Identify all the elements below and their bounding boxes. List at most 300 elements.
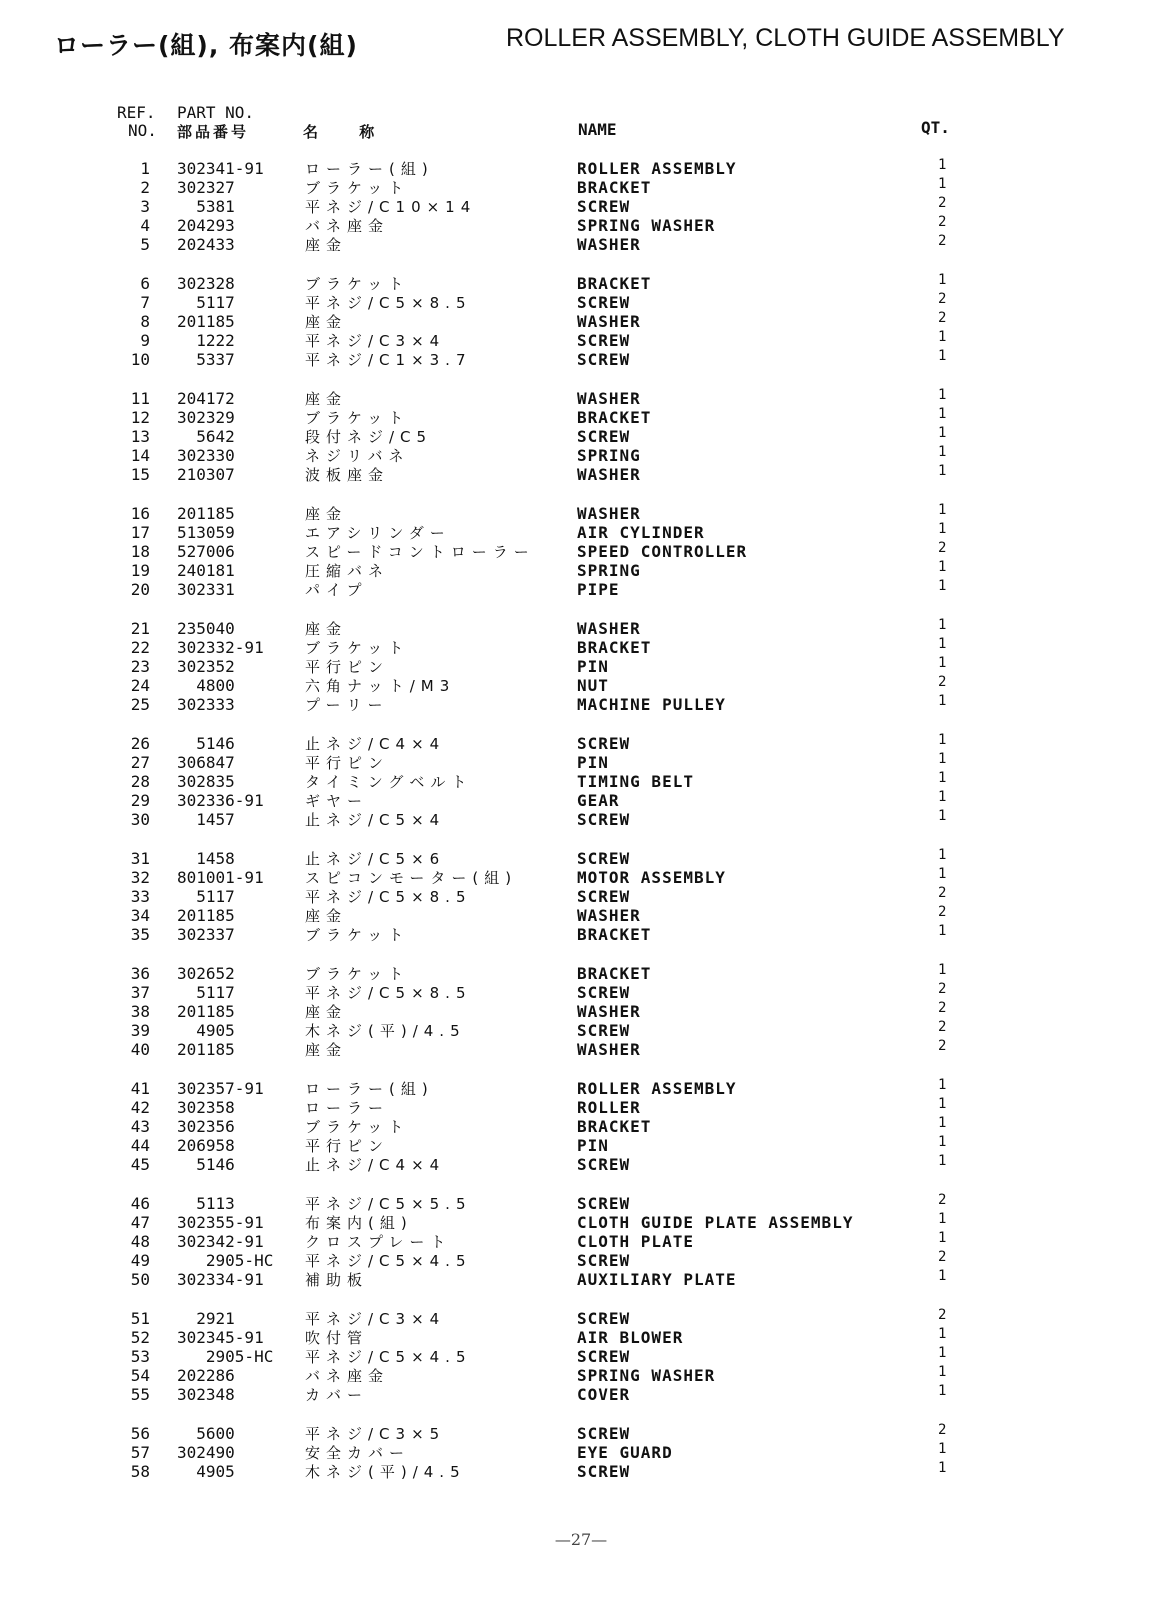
ref-number: 13	[130, 427, 150, 447]
ref-number: 39	[130, 1021, 150, 1041]
part-name: BRACKET	[577, 408, 652, 428]
quantity: 2	[938, 1000, 947, 1017]
part-name: WASHER	[577, 312, 641, 332]
part-number: 201185	[177, 504, 235, 523]
part-name: ROLLER ASSEMBLY	[577, 1079, 737, 1098]
table-row	[0, 964, 1162, 984]
part-number: 1458	[177, 849, 235, 868]
ref-number: 24	[130, 676, 150, 696]
part-name-jp: 布案内(組)	[305, 1214, 413, 1233]
quantity: 2	[938, 885, 947, 902]
ref-number: 23	[130, 657, 150, 677]
part-name: AIR BLOWER	[577, 1328, 684, 1348]
header-qty: QT.	[921, 118, 950, 137]
part-name-jp: ローラー	[305, 1099, 390, 1118]
part-name-jp: 平行ピン	[305, 754, 390, 773]
quantity: 1	[938, 1115, 947, 1132]
table-row	[0, 791, 1162, 811]
part-name-jp: ギヤー	[305, 792, 369, 811]
ref-number: 32	[130, 868, 150, 888]
part-name: SCREW	[577, 293, 631, 313]
part-name-jp: 木ネジ(平)/4.5	[305, 1022, 466, 1041]
part-name: SCREW	[577, 1194, 631, 1213]
ref-number: 58	[130, 1462, 150, 1482]
part-number: 2905-HC	[177, 1251, 274, 1271]
part-name: SCREW	[577, 810, 631, 830]
part-name: PIPE	[577, 580, 620, 600]
table-row	[0, 216, 1162, 236]
part-name-jp: 座金	[305, 390, 348, 408]
quantity: 2	[938, 1038, 947, 1055]
ref-number: 12	[130, 408, 150, 428]
quantity: 1	[938, 387, 947, 403]
quantity: 2	[938, 233, 947, 250]
part-name-jp: 座金	[305, 1041, 348, 1060]
ref-number: 7	[140, 293, 150, 313]
quantity: 1	[938, 770, 947, 787]
part-name-jp: クロスプレート	[305, 1233, 452, 1252]
part-name: SCREW	[577, 350, 631, 370]
quantity: 1	[938, 866, 947, 883]
quantity: 2	[938, 214, 947, 231]
part-name: BRACKET	[577, 178, 652, 198]
part-name: SCREW	[577, 1462, 631, 1482]
table-row	[0, 734, 1162, 754]
part-name: AIR CYLINDER	[577, 523, 705, 543]
quantity: 1	[938, 1230, 947, 1247]
part-name-jp: 波板座金	[305, 466, 390, 485]
part-name: SCREW	[577, 1155, 631, 1175]
ref-number: 55	[130, 1385, 150, 1405]
ref-number: 45	[130, 1155, 150, 1175]
part-name: COVER	[577, 1385, 631, 1405]
quantity: 1	[938, 329, 947, 346]
table-row	[0, 925, 1162, 945]
table-row	[0, 657, 1162, 677]
table-row	[0, 1385, 1162, 1405]
quantity: 1	[938, 1268, 947, 1285]
ref-number: 10	[130, 350, 150, 370]
ref-number: 44	[130, 1136, 150, 1156]
quantity: 1	[938, 655, 947, 672]
quantity: 1	[938, 157, 947, 173]
part-name-jp: ブラケット	[305, 1118, 410, 1137]
ref-number: 41	[130, 1079, 150, 1098]
part-name-jp: ローラー(組)	[305, 1080, 434, 1098]
quantity: 1	[938, 1383, 947, 1400]
quantity: 1	[938, 1364, 947, 1381]
part-name-jp: 止ネジ/C5×6	[305, 850, 446, 868]
ref-number: 33	[130, 887, 150, 907]
part-name: SCREW	[577, 1021, 631, 1041]
quantity: 1	[938, 1077, 947, 1093]
part-name-jp: 平ネジ/C5×8.5	[305, 888, 472, 907]
quantity: 1	[938, 521, 947, 538]
quantity: 1	[938, 348, 947, 365]
part-number: 235040	[177, 619, 235, 638]
table-row	[0, 312, 1162, 332]
ref-number: 43	[130, 1117, 150, 1137]
part-number: 302329	[177, 408, 235, 428]
part-name: MOTOR ASSEMBLY	[577, 868, 726, 888]
ref-number: 9	[140, 331, 150, 351]
ref-number: 16	[130, 504, 150, 523]
quantity: 1	[938, 444, 947, 461]
part-number: 302334-91	[177, 1270, 264, 1290]
part-number: 5117	[177, 983, 235, 1003]
part-name-jp: 六角ナット/M3	[305, 677, 456, 696]
part-name-jp: 安全カバー	[305, 1444, 411, 1463]
quantity: 1	[938, 463, 947, 480]
quantity: 1	[938, 1153, 947, 1170]
header-part-no: PART NO.	[177, 103, 255, 122]
part-name: TIMING BELT	[577, 772, 694, 792]
table-row	[0, 197, 1162, 217]
part-number: 302348	[177, 1385, 235, 1405]
part-name-jp: エアシリンダー	[305, 524, 451, 543]
ref-number: 47	[130, 1213, 150, 1233]
header-name: NAME	[578, 120, 617, 139]
part-name-jp: タイミングベルト	[305, 773, 473, 792]
part-number: 5113	[177, 1194, 235, 1213]
ref-number: 54	[130, 1366, 150, 1386]
part-number: 302332-91	[177, 638, 264, 658]
part-number: 201185	[177, 906, 235, 926]
part-name-jp: プーリー	[305, 696, 389, 715]
part-name-jp: ブラケット	[305, 409, 410, 428]
quantity: 1	[938, 272, 947, 288]
part-number: 202433	[177, 235, 235, 255]
part-name: WASHER	[577, 465, 641, 485]
part-name-jp: 座金	[305, 620, 348, 638]
part-number: 201185	[177, 1002, 235, 1022]
ref-number: 34	[130, 906, 150, 926]
part-name: BRACKET	[577, 1117, 652, 1137]
part-name-jp: 木ネジ(平)/4.5	[305, 1463, 466, 1482]
part-name-jp: 平ネジ/C5×4.5	[305, 1252, 472, 1271]
quantity: 1	[938, 1326, 947, 1343]
quantity: 2	[938, 1019, 947, 1036]
part-number: 2905-HC	[177, 1347, 274, 1367]
quantity: 1	[938, 1345, 947, 1362]
quantity: 1	[938, 847, 947, 863]
ref-number: 3	[140, 197, 150, 217]
part-name-jp: スピコンモーター(組)	[305, 869, 518, 888]
quantity: 1	[938, 1134, 947, 1151]
part-name-jp: 止ネジ/C4×4	[305, 1156, 446, 1175]
part-number: 210307	[177, 465, 235, 485]
ref-number: 52	[130, 1328, 150, 1348]
quantity: 2	[938, 291, 947, 308]
part-name-jp: 圧縮バネ	[305, 562, 390, 581]
table-row	[0, 235, 1162, 255]
part-number: 5117	[177, 887, 235, 907]
part-name-jp: 平ネジ/C5×8.5	[305, 294, 472, 313]
part-name: CLOTH PLATE	[577, 1232, 694, 1252]
table-row	[0, 676, 1162, 696]
quantity: 1	[938, 751, 947, 768]
part-name-jp: バネ座金	[305, 1367, 390, 1386]
table-row	[0, 868, 1162, 888]
table-row	[0, 408, 1162, 428]
table-row	[0, 1328, 1162, 1348]
part-name-jp: ブラケット	[305, 179, 410, 198]
table-row	[0, 350, 1162, 370]
quantity: 1	[938, 808, 947, 825]
part-name: SPEED CONTROLLER	[577, 542, 748, 562]
quantity: 2	[938, 904, 947, 921]
part-number: 302327	[177, 178, 235, 198]
table-row	[0, 1251, 1162, 1271]
table-row	[0, 523, 1162, 543]
table-row	[0, 810, 1162, 830]
quantity: 1	[938, 578, 947, 595]
part-name: SCREW	[577, 734, 631, 753]
part-name: AUXILIARY PLATE	[577, 1270, 737, 1290]
part-name: NUT	[577, 676, 609, 696]
part-number: 240181	[177, 561, 235, 581]
table-row	[0, 1002, 1162, 1022]
table-row	[0, 1347, 1162, 1367]
table-row	[0, 1079, 1162, 1099]
part-name-jp: 平ネジ/C5×8.5	[305, 984, 472, 1003]
part-name-jp: 平ネジ/C5×5.5	[305, 1195, 472, 1213]
ref-number: 29	[130, 791, 150, 811]
quantity: 2	[938, 1249, 947, 1266]
ref-number: 5	[140, 235, 150, 255]
quantity: 1	[938, 617, 947, 633]
ref-number: 26	[130, 734, 150, 753]
part-name-jp: 平ネジ/C1×3.7	[305, 351, 472, 370]
page-number: —27—	[554, 1530, 608, 1549]
part-number: 302345-91	[177, 1328, 264, 1348]
part-name-jp: カバー	[305, 1386, 369, 1405]
part-name-jp: 止ネジ/C4×4	[305, 735, 446, 753]
part-name: CLOTH GUIDE PLATE ASSEMBLY	[577, 1213, 854, 1233]
ref-number: 8	[140, 312, 150, 332]
part-number: 302328	[177, 274, 235, 293]
part-number: 302337	[177, 925, 235, 945]
table-row	[0, 504, 1162, 524]
quantity: 2	[938, 1422, 947, 1438]
part-name-jp: スピードコントローラー	[305, 543, 535, 562]
part-name-jp: ブラケット	[305, 965, 410, 983]
part-number: 302333	[177, 695, 235, 715]
table-row	[0, 1443, 1162, 1463]
part-name-jp: 座金	[305, 313, 348, 332]
table-row	[0, 1270, 1162, 1290]
part-name: WASHER	[577, 1002, 641, 1022]
table-row	[0, 983, 1162, 1003]
part-name-jp: バネ座金	[305, 217, 390, 236]
part-number: 202286	[177, 1366, 235, 1386]
quantity: 2	[938, 1307, 947, 1323]
part-number: 801001-91	[177, 868, 264, 888]
header-part-no-jp: 部品番号	[177, 123, 250, 141]
ref-number: 40	[130, 1040, 150, 1060]
part-name-jp: 平ネジ/C5×4.5	[305, 1348, 472, 1367]
table-row	[0, 293, 1162, 313]
table-row	[0, 1155, 1162, 1175]
part-name: SPRING	[577, 446, 641, 466]
table-row	[0, 1213, 1162, 1233]
table-row	[0, 580, 1162, 600]
part-name: SCREW	[577, 197, 631, 217]
part-name: SPRING	[577, 561, 641, 581]
ref-number: 38	[130, 1002, 150, 1022]
part-number: 204172	[177, 389, 235, 408]
page-title-japanese: ローラー(組), 布案内(組)	[54, 31, 358, 60]
ref-number: 18	[130, 542, 150, 562]
part-name: BRACKET	[577, 964, 652, 983]
part-number: 1457	[177, 810, 235, 830]
part-name-jp: ネジリバネ	[305, 447, 410, 466]
table-row	[0, 1117, 1162, 1137]
ref-number: 25	[130, 695, 150, 715]
ref-number: 46	[130, 1194, 150, 1213]
quantity: 1	[938, 1460, 947, 1477]
part-name-jp: ブラケット	[305, 639, 410, 658]
part-name-jp: パイプ	[305, 581, 368, 600]
ref-number: 56	[130, 1424, 150, 1443]
part-number: 5337	[177, 350, 235, 370]
table-row	[0, 446, 1162, 466]
ref-number: 35	[130, 925, 150, 945]
table-row	[0, 1366, 1162, 1386]
part-number: 4905	[177, 1462, 235, 1482]
quantity: 1	[938, 732, 947, 748]
table-row	[0, 638, 1162, 658]
quantity: 2	[938, 195, 947, 212]
part-number: 302330	[177, 446, 235, 466]
table-row	[0, 561, 1162, 581]
part-name: SCREW	[577, 1424, 631, 1443]
part-number: 4800	[177, 676, 235, 696]
table-row	[0, 1424, 1162, 1444]
part-name-jp: 平ネジ/C10×14	[305, 198, 477, 217]
ref-number: 30	[130, 810, 150, 830]
part-number: 5117	[177, 293, 235, 313]
table-row	[0, 427, 1162, 447]
quantity: 2	[938, 540, 947, 557]
table-row	[0, 1040, 1162, 1060]
part-number: 2921	[177, 1309, 235, 1328]
part-number: 302342-91	[177, 1232, 264, 1252]
part-number: 302355-91	[177, 1213, 264, 1233]
part-number: 513059	[177, 523, 235, 543]
header-ref-line1: REF.	[117, 103, 156, 122]
part-number: 201185	[177, 1040, 235, 1060]
ref-number: 4	[140, 216, 150, 236]
ref-number: 50	[130, 1270, 150, 1290]
ref-number: 49	[130, 1251, 150, 1271]
table-row	[0, 1194, 1162, 1214]
part-name: PIN	[577, 1136, 609, 1156]
part-name: ROLLER ASSEMBLY	[577, 159, 737, 178]
quantity: 2	[938, 1192, 947, 1208]
ref-number: 17	[130, 523, 150, 543]
ref-number: 27	[130, 753, 150, 773]
part-name: SCREW	[577, 887, 631, 907]
ref-number: 20	[130, 580, 150, 600]
ref-number: 51	[130, 1309, 150, 1328]
header-ref-line2: NO.	[128, 121, 157, 140]
quantity: 1	[938, 1096, 947, 1113]
part-name: SCREW	[577, 1251, 631, 1271]
part-name-jp: 座金	[305, 1003, 348, 1022]
table-row	[0, 465, 1162, 485]
quantity: 1	[938, 1441, 947, 1458]
ref-number: 53	[130, 1347, 150, 1367]
table-row	[0, 1136, 1162, 1156]
ref-number: 1	[140, 159, 150, 178]
table-row	[0, 159, 1162, 179]
part-number: 1222	[177, 331, 235, 351]
table-row	[0, 906, 1162, 926]
quantity: 1	[938, 1211, 947, 1228]
page-title-english: ROLLER ASSEMBLY, CLOTH GUIDE ASSEMBLY	[506, 24, 1065, 52]
part-name: BRACKET	[577, 925, 652, 945]
part-name: SCREW	[577, 849, 631, 868]
part-number: 4905	[177, 1021, 235, 1041]
table-row	[0, 331, 1162, 351]
part-number: 302490	[177, 1443, 235, 1463]
table-row	[0, 1021, 1162, 1041]
part-number: 306847	[177, 753, 235, 773]
part-name: WASHER	[577, 389, 641, 408]
table-row	[0, 772, 1162, 792]
ref-number: 6	[140, 274, 150, 293]
part-number: 5642	[177, 427, 235, 447]
part-name: BRACKET	[577, 274, 652, 293]
quantity: 1	[938, 693, 947, 710]
part-name: PIN	[577, 657, 609, 677]
part-name-jp: 平行ピン	[305, 1137, 390, 1156]
ref-number: 14	[130, 446, 150, 466]
part-number: 5146	[177, 734, 235, 753]
part-name: GEAR	[577, 791, 620, 811]
ref-number: 11	[130, 389, 150, 408]
quantity: 1	[938, 636, 947, 653]
part-number: 204293	[177, 216, 235, 236]
part-name-jp: 平ネジ/C3×4	[305, 332, 446, 351]
ref-number: 22	[130, 638, 150, 658]
ref-number: 21	[130, 619, 150, 638]
part-number: 302352	[177, 657, 235, 677]
part-name-jp: 座金	[305, 505, 348, 523]
part-name-jp: ローラー(組)	[305, 160, 434, 178]
part-name: SCREW	[577, 331, 631, 351]
ref-number: 31	[130, 849, 150, 868]
part-number: 5600	[177, 1424, 235, 1443]
part-name: PIN	[577, 753, 609, 773]
part-number: 5381	[177, 197, 235, 217]
table-row	[0, 1309, 1162, 1329]
table-row	[0, 1462, 1162, 1482]
part-name: WASHER	[577, 235, 641, 255]
header-name-jp: 名 称	[303, 123, 393, 141]
ref-number: 57	[130, 1443, 150, 1463]
part-name: EYE GUARD	[577, 1443, 673, 1463]
part-number: 302331	[177, 580, 235, 600]
part-number: 206958	[177, 1136, 235, 1156]
ref-number: 48	[130, 1232, 150, 1252]
quantity: 1	[938, 406, 947, 423]
part-name-jp: 平ネジ/C3×4	[305, 1310, 446, 1328]
part-number: 201185	[177, 312, 235, 332]
quantity: 2	[938, 310, 947, 327]
table-row	[0, 849, 1162, 869]
